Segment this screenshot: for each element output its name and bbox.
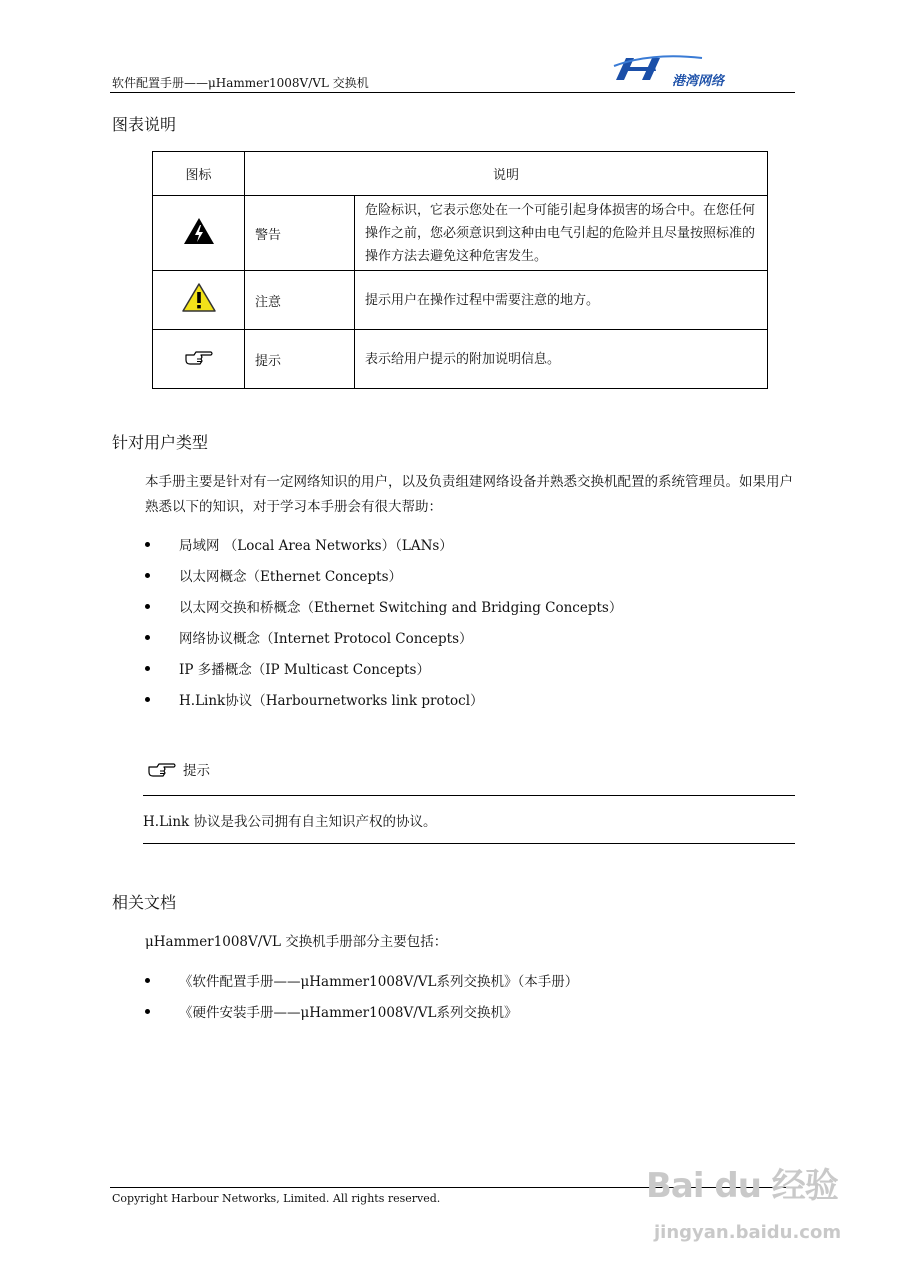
table-row [153, 271, 768, 330]
table-row [153, 330, 768, 389]
pointing-hand-icon [184, 347, 214, 367]
header-rule [110, 92, 795, 93]
column-header-desc: 说明 [245, 152, 768, 196]
legend-desc: 提示用户在操作过程中需要注意的地方。 [355, 271, 768, 330]
list-item: H.Link协议（Harbournetworks link protocl） [145, 689, 622, 720]
list-item: 局域网 （Local Area Networks）（LANs） [145, 534, 622, 565]
audience-list [145, 534, 622, 720]
baidu-watermark [646, 1152, 856, 1262]
column-header-icon: 图标 [153, 152, 245, 196]
tip-top-rule [143, 795, 795, 796]
watermark-url: jingyan.baidu.com [654, 1222, 842, 1243]
caution-exclamation-icon [181, 282, 217, 314]
tip-heading [147, 759, 210, 779]
pointing-hand-icon [147, 759, 177, 779]
warning-lightning-icon [182, 216, 216, 246]
tip-bottom-rule [143, 843, 795, 844]
legend-table [152, 151, 768, 389]
tip-label: 提示 [183, 763, 210, 779]
table-row [153, 196, 768, 271]
legend-name: 提示 [245, 330, 355, 389]
legend-header-row [153, 152, 768, 196]
legend-name: 注意 [245, 271, 355, 330]
section-title-legend: 图表说明 [112, 115, 177, 134]
logo-text: 港湾网络 [672, 74, 725, 89]
legend-desc: 危险标识，它表示您处在一个可能引起身体损害的场合中。在您任何操作之前，您必须意识到这种由电气引起的危险并且尽量按照标准的操作方法去避免这种危害发生。 [355, 196, 768, 271]
watermark-main: Bai du 经验 [646, 1166, 838, 1206]
list-item: 以太网交换和桥概念（Ethernet Switching and Bridging Concepts） [145, 596, 622, 627]
audience-intro: 本手册主要是针对有一定网络知识的用户，以及负责组建网络设备并熟悉交换机配置的系统管理员。如果用户熟悉以下的知识，对于学习本手册会有很大帮助： [145, 474, 793, 515]
legend-desc: 表示给用户提示的附加说明信息。 [355, 330, 768, 389]
docs-list [145, 970, 578, 1032]
list-item: 《软件配置手册——μHammer1008V/VL系列交换机》（本手册） [145, 970, 578, 1001]
docs-intro: μHammer1008V/VL 交换机手册部分主要包括： [145, 934, 448, 950]
section-title-docs: 相关文档 [112, 893, 177, 912]
legend-name: 警告 [245, 196, 355, 271]
section-title-audience: 针对用户类型 [112, 433, 209, 452]
running-header: 软件配置手册——μHammer1008V/VL 交换机 [112, 76, 369, 90]
list-item: 以太网概念（Ethernet Concepts） [145, 565, 622, 596]
footer-copyright: Copyright Harbour Networks, Limited. All rights reserved. [112, 1192, 441, 1205]
list-item: 网络协议概念（Internet Protocol Concepts） [145, 627, 622, 658]
tip-text: H.Link 协议是我公司拥有自主知识产权的协议。 [143, 814, 437, 830]
list-item: IP 多播概念（IP Multicast Concepts） [145, 658, 622, 689]
list-item: 《硬件安装手册——μHammer1008V/VL系列交换机》 [145, 1001, 578, 1032]
